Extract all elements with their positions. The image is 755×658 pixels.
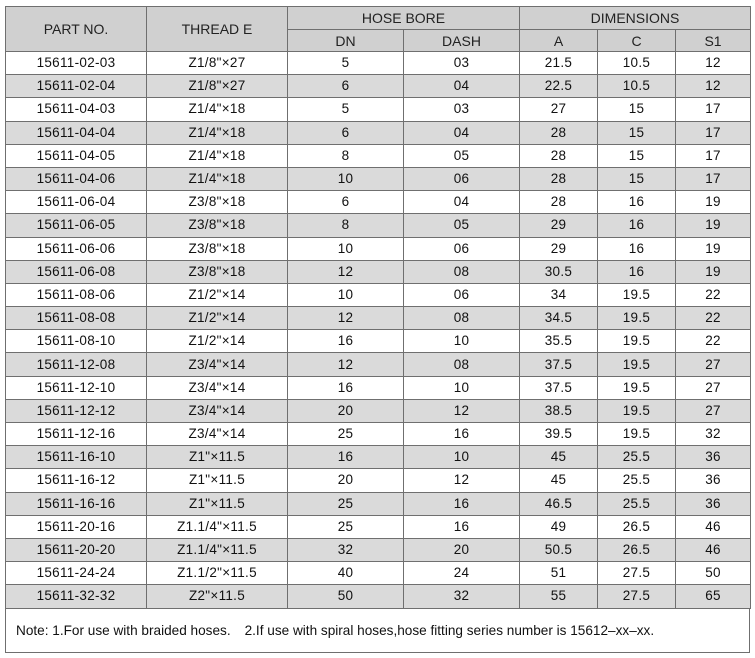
table-row [6,446,751,469]
thread-cell: Z3/4"×14 [147,353,288,376]
a-cell: 28 [520,144,598,167]
a-cell: 49 [520,515,598,538]
part-no-cell: 15611-04-03 [6,98,147,121]
thread-cell: Z1/4"×18 [147,167,288,190]
a-cell: 39.5 [520,423,598,446]
s1-cell: 19 [676,260,751,283]
s1-cell: 65 [676,585,751,608]
dn-cell: 8 [288,214,404,237]
dash-cell: 32 [404,585,520,608]
s1-cell: 17 [676,144,751,167]
s1-cell: 46 [676,515,751,538]
part-spec-table [5,6,751,609]
c-cell: 25.5 [598,469,676,492]
part-no-cell: 15611-16-16 [6,492,147,515]
s1-cell: 12 [676,75,751,98]
s1-cell: 12 [676,52,751,75]
dash-cell: 03 [404,52,520,75]
header-dimensions: DIMENSIONS [520,7,751,30]
dash-cell: 04 [404,75,520,98]
table-row [6,191,751,214]
part-no-cell: 15611-06-05 [6,214,147,237]
header-c: C [598,30,676,52]
thread-cell: Z3/4"×14 [147,399,288,422]
dn-cell: 5 [288,98,404,121]
s1-cell: 22 [676,330,751,353]
c-cell: 10.5 [598,52,676,75]
thread-cell: Z1/2"×14 [147,307,288,330]
c-cell: 19.5 [598,399,676,422]
c-cell: 16 [598,214,676,237]
thread-cell: Z3/8"×18 [147,237,288,260]
dn-cell: 12 [288,260,404,283]
dash-cell: 16 [404,423,520,446]
table-row [6,75,751,98]
c-cell: 15 [598,167,676,190]
dn-cell: 50 [288,585,404,608]
part-no-cell: 15611-12-12 [6,399,147,422]
a-cell: 55 [520,585,598,608]
header-part-no: PART NO. [6,7,147,52]
thread-cell: Z1"×11.5 [147,492,288,515]
c-cell: 16 [598,191,676,214]
dn-cell: 8 [288,144,404,167]
thread-cell: Z1"×11.5 [147,469,288,492]
s1-cell: 22 [676,307,751,330]
dash-cell: 05 [404,144,520,167]
s1-cell: 17 [676,167,751,190]
a-cell: 34.5 [520,307,598,330]
dash-cell: 06 [404,167,520,190]
c-cell: 26.5 [598,538,676,561]
a-cell: 22.5 [520,75,598,98]
table-row [6,585,751,608]
s1-cell: 27 [676,399,751,422]
header-dash: DASH [404,30,520,52]
thread-cell: Z1/4"×18 [147,121,288,144]
thread-cell: Z1/8"×27 [147,52,288,75]
c-cell: 19.5 [598,353,676,376]
dash-cell: 08 [404,353,520,376]
table-row [6,307,751,330]
thread-cell: Z1.1/4"×11.5 [147,515,288,538]
table-row [6,399,751,422]
c-cell: 15 [598,98,676,121]
table-row [6,330,751,353]
dn-cell: 16 [288,376,404,399]
dn-cell: 10 [288,167,404,190]
table-row [6,423,751,446]
s1-cell: 19 [676,214,751,237]
header-thread: THREAD E [147,7,288,52]
a-cell: 30.5 [520,260,598,283]
table-row [6,144,751,167]
a-cell: 28 [520,191,598,214]
thread-cell: Z1/8"×27 [147,75,288,98]
part-no-cell: 15611-04-06 [6,167,147,190]
table-header [6,7,751,52]
part-no-cell: 15611-24-24 [6,562,147,585]
dn-cell: 6 [288,75,404,98]
s1-cell: 22 [676,283,751,306]
thread-cell: Z3/8"×18 [147,191,288,214]
dn-cell: 25 [288,423,404,446]
dn-cell: 16 [288,330,404,353]
table-row [6,515,751,538]
a-cell: 51 [520,562,598,585]
footnote-part-2: 2.If use with spiral hoses,hose fitting series number is 15612–xx–xx. [244,622,655,638]
part-no-cell: 15611-08-10 [6,330,147,353]
dash-cell: 24 [404,562,520,585]
part-no-cell: 15611-08-08 [6,307,147,330]
thread-cell: Z1"×11.5 [147,446,288,469]
dn-cell: 20 [288,469,404,492]
table-row [6,237,751,260]
dash-cell: 10 [404,446,520,469]
a-cell: 38.5 [520,399,598,422]
c-cell: 27.5 [598,562,676,585]
part-no-cell: 15611-04-05 [6,144,147,167]
footnote [5,609,750,653]
table-row [6,98,751,121]
c-cell: 25.5 [598,492,676,515]
dash-cell: 06 [404,237,520,260]
s1-cell: 36 [676,446,751,469]
a-cell: 37.5 [520,353,598,376]
a-cell: 50.5 [520,538,598,561]
part-no-cell: 15611-06-08 [6,260,147,283]
part-no-cell: 15611-06-06 [6,237,147,260]
a-cell: 28 [520,167,598,190]
part-no-cell: 15611-16-12 [6,469,147,492]
s1-cell: 36 [676,492,751,515]
header-s1: S1 [676,30,751,52]
s1-cell: 27 [676,376,751,399]
table-row [6,167,751,190]
thread-cell: Z3/4"×14 [147,376,288,399]
dn-cell: 25 [288,515,404,538]
dash-cell: 04 [404,121,520,144]
c-cell: 16 [598,237,676,260]
a-cell: 28 [520,121,598,144]
thread-cell: Z1/4"×18 [147,98,288,121]
c-cell: 27.5 [598,585,676,608]
dash-cell: 10 [404,330,520,353]
dash-cell: 16 [404,515,520,538]
c-cell: 19.5 [598,283,676,306]
table-row [6,121,751,144]
spec-sheet [5,6,750,653]
table-row [6,353,751,376]
dash-cell: 10 [404,376,520,399]
dn-cell: 12 [288,307,404,330]
thread-cell: Z2"×11.5 [147,585,288,608]
part-no-cell: 15611-06-04 [6,191,147,214]
dn-cell: 6 [288,121,404,144]
s1-cell: 46 [676,538,751,561]
a-cell: 35.5 [520,330,598,353]
dn-cell: 6 [288,191,404,214]
table-row [6,260,751,283]
c-cell: 25.5 [598,446,676,469]
c-cell: 19.5 [598,307,676,330]
a-cell: 27 [520,98,598,121]
dash-cell: 05 [404,214,520,237]
thread-cell: Z1/2"×14 [147,283,288,306]
dn-cell: 10 [288,237,404,260]
table-row [6,376,751,399]
dn-cell: 16 [288,446,404,469]
dn-cell: 25 [288,492,404,515]
part-no-cell: 15611-04-04 [6,121,147,144]
header-a: A [520,30,598,52]
thread-cell: Z3/8"×18 [147,260,288,283]
table-row [6,492,751,515]
a-cell: 45 [520,446,598,469]
a-cell: 29 [520,214,598,237]
s1-cell: 19 [676,237,751,260]
a-cell: 37.5 [520,376,598,399]
thread-cell: Z3/8"×18 [147,214,288,237]
part-no-cell: 15611-12-16 [6,423,147,446]
dash-cell: 04 [404,191,520,214]
c-cell: 15 [598,144,676,167]
table-row [6,562,751,585]
dash-cell: 08 [404,260,520,283]
c-cell: 10.5 [598,75,676,98]
thread-cell: Z1/2"×14 [147,330,288,353]
dash-cell: 20 [404,538,520,561]
dash-cell: 08 [404,307,520,330]
table-row [6,469,751,492]
c-cell: 19.5 [598,330,676,353]
s1-cell: 32 [676,423,751,446]
footnote-part-1: Note: 1.For use with braided hoses. [16,622,231,638]
dash-cell: 03 [404,98,520,121]
table-body [6,52,751,609]
dn-cell: 12 [288,353,404,376]
dash-cell: 06 [404,283,520,306]
c-cell: 16 [598,260,676,283]
c-cell: 15 [598,121,676,144]
dash-cell: 12 [404,399,520,422]
thread-cell: Z3/4"×14 [147,423,288,446]
table-row [6,214,751,237]
a-cell: 34 [520,283,598,306]
dn-cell: 20 [288,399,404,422]
part-no-cell: 15611-16-10 [6,446,147,469]
part-no-cell: 15611-08-06 [6,283,147,306]
c-cell: 19.5 [598,376,676,399]
part-no-cell: 15611-20-20 [6,538,147,561]
dash-cell: 16 [404,492,520,515]
header-dn: DN [288,30,404,52]
s1-cell: 19 [676,191,751,214]
s1-cell: 27 [676,353,751,376]
part-no-cell: 15611-02-04 [6,75,147,98]
a-cell: 29 [520,237,598,260]
s1-cell: 17 [676,98,751,121]
c-cell: 19.5 [598,423,676,446]
table-row [6,283,751,306]
s1-cell: 36 [676,469,751,492]
thread-cell: Z1/4"×18 [147,144,288,167]
c-cell: 26.5 [598,515,676,538]
dn-cell: 10 [288,283,404,306]
a-cell: 46.5 [520,492,598,515]
a-cell: 45 [520,469,598,492]
dn-cell: 32 [288,538,404,561]
a-cell: 21.5 [520,52,598,75]
thread-cell: Z1.1/2"×11.5 [147,562,288,585]
dash-cell: 12 [404,469,520,492]
part-no-cell: 15611-12-08 [6,353,147,376]
part-no-cell: 15611-12-10 [6,376,147,399]
dn-cell: 40 [288,562,404,585]
part-no-cell: 15611-32-32 [6,585,147,608]
table-row [6,52,751,75]
dn-cell: 5 [288,52,404,75]
s1-cell: 50 [676,562,751,585]
header-hose-bore: HOSE BORE [288,7,520,30]
part-no-cell: 15611-20-16 [6,515,147,538]
part-no-cell: 15611-02-03 [6,52,147,75]
table-row [6,538,751,561]
s1-cell: 17 [676,121,751,144]
thread-cell: Z1.1/4"×11.5 [147,538,288,561]
